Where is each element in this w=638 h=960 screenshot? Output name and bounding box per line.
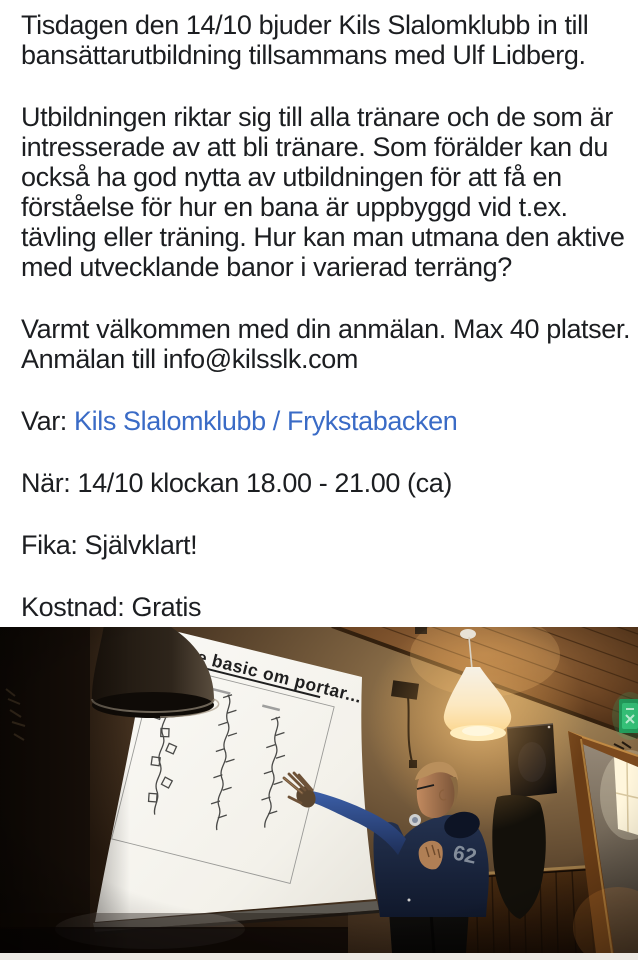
text-line: förståelse för hur en bana är uppbyggd vid t.ex. [21, 192, 568, 222]
text-line: också ha god nytta av utbildningen för att få en [21, 162, 562, 192]
paragraph-intro [21, 10, 638, 70]
time-line: När: 14/10 klockan 18.00 - 21.00 (ca) [21, 468, 452, 498]
fika-line: Fika: Självklart! [21, 530, 198, 560]
text-line: Anmälan till info@kilsslk.com [21, 344, 358, 374]
post-photo [0, 627, 638, 953]
vignette [0, 627, 638, 953]
photo-scene [0, 627, 638, 953]
text-line: med utvecklande banor i varierad terräng? [21, 252, 512, 282]
venue-link[interactable]: Kils Slalomklubb / Frykstabacken [74, 406, 458, 436]
paragraph-description [21, 102, 638, 282]
text-line: Utbildningen riktar sig till alla tränare och de som är [21, 102, 613, 132]
venue-label: Var: [21, 406, 75, 436]
text-line: tävling eller träning. Hur kan man utmana den aktive [21, 222, 625, 252]
text-line: bansättarutbildning tillsammans med Ulf Lidberg. [21, 40, 586, 70]
paragraph-signup [21, 314, 638, 374]
cost-line: Kostnad: Gratis [21, 592, 202, 622]
text-line: Varmt välkommen med din anmälan. Max 40 platser. [21, 314, 631, 344]
text-line: Tisdagen den 14/10 bjuder Kils Slalomklubb in till [21, 10, 589, 40]
text-line: intresserade av att bli tränare. Som förälder kan du [21, 132, 609, 162]
venue-line [21, 406, 638, 436]
page-bottom-strip [0, 953, 638, 960]
